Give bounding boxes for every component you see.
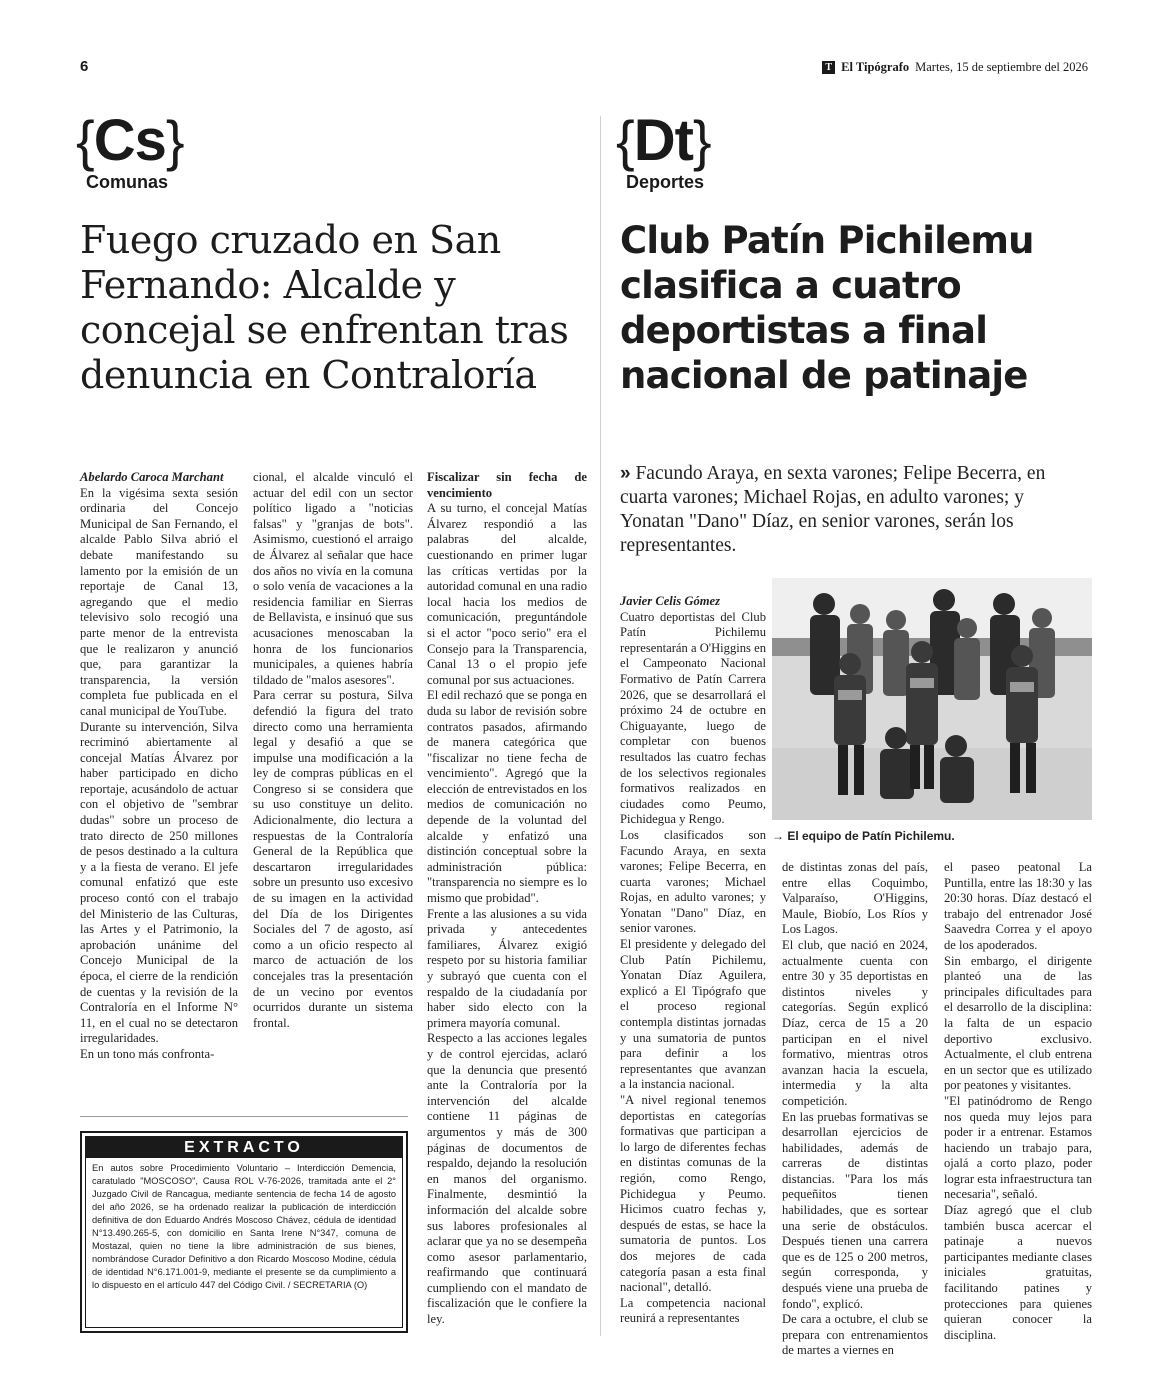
legal-notice-box [80, 1131, 408, 1333]
paragraph: En un tono más confronta- [80, 1046, 215, 1061]
paragraph: el paseo peatonal La Puntilla, entre las 18:30 y las 20:30 horas. Díaz destacó el trabajo del entrenador José Saavedra Correa y el apoyo de los apoderados. [944, 860, 1092, 952]
paragraph: Para cerrar su postura, Silva defendió la figura del trato directo como una herramienta legal y desafió a que se impulse una modificación a la ley de compras públicas en el Congreso si se considera que su uso constituye un delito. Adicionalmente, dio lectura a respuestas de la Contraloría General de la República que descartaron irregularidades sobre un presunto uso excesivo de su imagen en la actividad del Día de los Dirigentes Sociales del 7 de agosto, así como a un oficio respecto al marco de actuación de los concejales tras la presentación de un vecino por eventos ocurridos durante un sistema frontal. [253, 688, 413, 1030]
paragraph: A su turno, el concejal Matías Álvarez respondió a las palabras del alcalde, cuestionando en primer lugar las críticas vertidas por la autoridad comunal en una radio local hacia los medios de comunicación, preguntándole si el actor "poco serio" era el Consejo para la Transparencia, Canal 13 o el propio jefe comunal por sus actuaciones. [427, 501, 587, 687]
column-divider [600, 116, 601, 1336]
lead-text: Facundo Araya, en sexta varones; Felipe Becerra, en cuarta varones; Michael Rojas, en adulto varones; y Yonatan "Dano" Díaz, en senior varones, serán los representantes. [620, 463, 1046, 556]
right-article-column-2 [782, 860, 928, 1359]
left-article-column-1 [80, 470, 238, 1063]
left-article-column-3 [427, 470, 587, 1328]
paragraph: "A nivel regional tenemos deportistas en categorías formativas que participan a lo largo de diferentes fechas en distintas comunas de la región, como Rengo, Pichidegua y Peumo. Hicimos cuatro fechas y, después de estas, se hace la sumatoria de puntos. Los dos mejores de cada categoría pasan a esta final nacional", detalló. [620, 1093, 766, 1295]
legal-notice-title: EXTRACTO [86, 1137, 402, 1158]
byline: Javier Celis Gómez [620, 594, 721, 608]
section-name: Deportes [626, 172, 705, 192]
paragraph: Los clasificados son Facundo Araya, en sexta varones; Felipe Becerra, en cuarta varones; Michael Rojas, en adulto varones; y Yonatan "Dano" Díaz, en senior varones. [620, 827, 766, 936]
section-tag-comunas [76, 108, 184, 193]
paragraph: La competencia nacional reunirá a representantes [620, 1295, 766, 1326]
lead-quote-mark-icon: » [620, 463, 631, 484]
left-article-column-2 [253, 470, 413, 1031]
team-photo-image [772, 578, 1092, 820]
page-number: 6 [80, 58, 89, 75]
section-abbr: {Dt} [616, 108, 711, 173]
right-article-column-1 [620, 594, 766, 1327]
paragraph: Frente a las alusiones a su vida privada y antecedentes familiares, Álvarez exigió respeto por su historia familiar y subrayó que cuenta con el respaldo de la ciudadanía por haber sido electo con la primera mayoría comunal. [427, 906, 587, 1030]
section-abbr: {Cs} [76, 108, 184, 173]
masthead [822, 60, 1088, 75]
right-article-column-3 [944, 860, 1092, 1343]
right-headline: Club Patín Pichilemu clasifica a cuatro deportistas a final nacional de patinaje [620, 219, 1034, 397]
paragraph: de distintas zonas del país, entre ellas Coquimbo, Valparaíso, O'Higgins, Maule, Biobío, Los Ríos y Los Lagos. [782, 860, 928, 937]
paragraph: El club, que nació en 2024, actualmente cuenta con entre 30 y 35 deportistas en distintos niveles y categorías. Según explicó Díaz, cerca de 15 a 20 participan en el nivel formativo, mientras otros avanzan hacia la escuela, intermedia y la alta competición. [782, 937, 928, 1108]
paragraph: De cara a octubre, el club se prepara con entrenamientos de martes a viernes en [782, 1312, 928, 1358]
paragraph: Sin embargo, el dirigente planteó una de las principales dificultades para el desarrollo de la disciplina: la falta de un espacio deportivo exclusivo. Actualmente, el club entrena en un sector que es utilizado por peatones y visitantes. [944, 953, 1092, 1093]
issue-date: Martes, 15 de septiembre del 2026 [915, 60, 1088, 74]
paragraph: Cuatro deportistas del Club Patín Pichilemu representarán a O'Higgins en el Campeonato Nacional Formativo de Patín Carrera 2026, que se desarrollará el próximo 24 de octubre en Chiguayante, luego de completar con buenos resultados las cuatro fechas de los selectivos regionales formativos realizados en ciudades como Peumo, Pichidegua y Rengo. [620, 609, 766, 827]
paragraph: En la vigésima sexta sesión ordinaria del Concejo Municipal de San Fernando, el alcalde Pablo Silva abrió el debate manifestando su lamento por la emisión de un reportaje de Canal 13, agregando que el medio televisivo solo recogió una parte menor de la entrevista que le realizaron y anunció que, para garantizar la transparencia, la versión completa fue publicada en el canal municipal de YouTube. [80, 485, 238, 718]
section-tag-deportes [616, 108, 711, 193]
publication-logo-icon: T [822, 61, 835, 74]
paragraph: cional, el alcalde vinculó el actuar del edil con un sector político ligado a "noticias falsas" y "granjas de bots". Asimismo, cuestionó el arraigo de Álvarez al señalar que hace dos años no vivía en la comuna o solo venía de vacaciones a la residencia familiar en Sierras de Bellavista, e insinuó que sus acusaciones menoscaban la honra de los funcionarios municipales, a quienes habría tildado de "malos asesores". [253, 470, 413, 687]
team-photo [772, 578, 1092, 820]
legal-notice-body: En autos sobre Procedimiento Voluntario – Interdicción Demencia, caratulado "MOSCOSO", Causa ROL V-76-2026, tramitada ante el 2° Juzgado Civil de Rancagua, mediante sentencia de fecha 14 de agosto del año 2026, se ha ordenado realizar la publicación de interdicción definitiva de don Eduardo Andrés Moscoso Chávez, cédula de identidad N°13.490.265-5, con domicilio en Santa Irene N°347, comuna de Mostazal, quien no tiene la libre administración de sus bienes, nombrándose Curador Definitivo a don Ricardo Moscoso Modine, cédula de identidad N°6.171.001-9, mediante el presente se da cumplimiento a lo dispuesto en el artículo 447 del Código Civil. / SECRETARIA (O) [92, 1163, 396, 1290]
article-lead [620, 462, 1080, 558]
paragraph: Respecto a las acciones legales y de control ejercidas, aclaró que la denuncia que presentó ante la Contraloría por la intervención del alcalde contiene 11 páginas de argumentos y más de 300 páginas de documentos de respaldo, dejando la resolución en manos del organismo. Finalmente, desmintió la información del alcalde sobre sus labores profesionales al aclarar que ya no se desempeña como asesor parlamentario, reafirmando que continuará cumpliendo con el mandato de fiscalización que le confiere la ley. [427, 1031, 587, 1327]
byline: Abelardo Caroca Marchant [80, 470, 224, 484]
extract-separator [80, 1116, 408, 1117]
left-headline: Fuego cruzado en San Fernando: Alcalde y concejal se enfrentan tras denuncia en Contraloría [80, 218, 569, 397]
paragraph: Díaz agregó que el club también busca acercar el patinaje a nuevos participantes mediante clases iniciales gratuitas, facilitando patines y protecciones para quienes quieran conocer la disciplina. [944, 1203, 1092, 1342]
paragraph: "El patinódromo de Rengo nos queda muy lejos para poder ir a entrenar. Estamos haciendo un trabajo para, ojalá a corto plazo, poder lograr esta infraestructura tan necesaria", señaló. [944, 1093, 1092, 1202]
paragraph: El edil rechazó que se ponga en duda su labor de revisión sobre contratos pasados, afirmando de manera categórica que "fiscalizar no tiene fecha de vencimiento". Agregó que la elección de entrevistados en los medios de comunicación no depende de la voluntad del alcalde y enfatizó una distinción conceptual sobre la administración pública: "transparencia no siempre es lo mismo que probidad". [427, 688, 587, 906]
paragraph: Durante su intervención, Silva recriminó abiertamente al concejal Matías Álvarez por haber participado en dicho reportaje, acusándolo de actuar con el objetivo de "sembrar dudas" sobre un proceso de trato directo de 250 millones de pesos destinado a la cultura y a la fiesta de verano. El jefe comunal enfatizó que este proceso contó con el trabajo del Ministerio de las Culturas, las Artes y el Patrimonio, la aprobación unánime del Concejo Municipal de la época, el cierre de la rendición de cuentas y la revisión de la Contraloría en el Informe N° 11, en el cual no se detectaron irregularidades. [80, 719, 238, 1046]
paragraph: En las pruebas formativas se desarrollan ejercicios de habilidades, además de carreras de distintas distancias. "Para los más pequeñitos tienen habilidades, que es sortear una serie de obstáculos. Después tienen una carrera que es de 125 o 200 metros, según corresponda, y después viene una prueba de fondo", explicó. [782, 1109, 928, 1311]
publication-name: El Tipógrafo [841, 60, 910, 74]
photo-caption: → El equipo de Patín Pichilemu. [772, 829, 955, 843]
subhead: Fiscalizar sin fecha de vencimiento [427, 470, 587, 500]
section-name: Comunas [86, 172, 169, 192]
paragraph: El presidente y delegado del Club Patín Pichilemu, Yonatan Díaz Aguilera, explicó a El Tipógrafo que el proceso regional contempla distintas jornadas y una sumatoria de puntos para definir a los representantes que avanzan a la instancia nacional. [620, 937, 766, 1092]
